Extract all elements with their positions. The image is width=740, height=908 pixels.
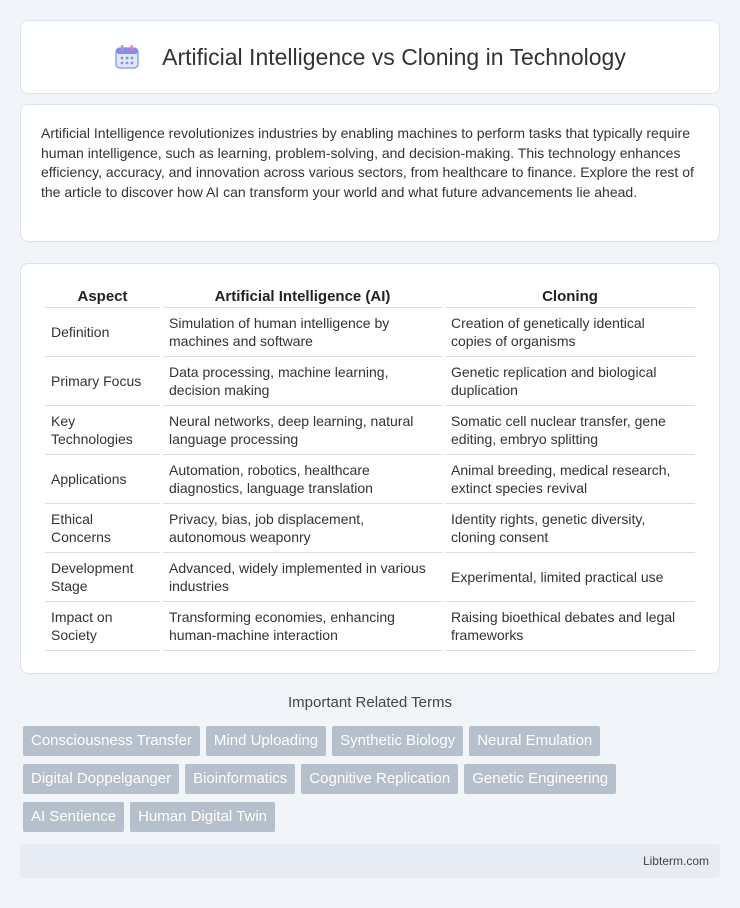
header-card	[20, 20, 720, 94]
cell-ai: Neural networks, deep learning, natural language processing	[163, 406, 442, 455]
cell-ai: Simulation of human intelligence by machines and software	[163, 308, 442, 357]
cell-cloning: Somatic cell nuclear transfer, gene editing, embryo splitting	[445, 406, 695, 455]
cell-aspect: Primary Focus	[45, 357, 160, 406]
calendar-icon	[114, 44, 140, 70]
related-terms-title: Important Related Terms	[288, 694, 452, 711]
cell-ai: Automation, robotics, healthcare diagnostics, language translation	[163, 455, 442, 504]
table-row	[45, 455, 695, 504]
cell-aspect: Key Technologies	[45, 406, 160, 455]
footer-site-link[interactable]: Libterm.com	[642, 854, 709, 868]
related-term-tag[interactable]: Bioinformatics	[185, 764, 295, 794]
cell-aspect: Impact on Society	[45, 602, 160, 651]
related-term-tag[interactable]: Digital Doppelganger	[23, 764, 179, 794]
intro-paragraph: Artificial Intelligence revolutionizes industries by enabling machines to perform tasks that typically require human intelligence, such as learning, problem-solving, and decision-making. This technology enhances efficiency, accuracy, and innovation across various sectors, from healthcare to finance. Explore the rest of the article to discover how AI can transform your world and what future advancements lie ahead.	[41, 125, 694, 200]
column-header-aspect: Aspect	[45, 284, 160, 308]
related-term-tag[interactable]: Neural Emulation	[469, 726, 600, 756]
cell-cloning: Experimental, limited practical use	[445, 553, 695, 602]
intro-card	[20, 104, 720, 242]
related-term-tag[interactable]: Mind Uploading	[206, 726, 326, 756]
related-terms-list	[23, 726, 713, 832]
table-row	[45, 602, 695, 651]
cell-ai: Advanced, widely implemented in various industries	[163, 553, 442, 602]
cell-ai: Data processing, machine learning, decision making	[163, 357, 442, 406]
cell-cloning: Creation of genetically identical copies of organisms	[445, 308, 695, 357]
cell-aspect: Definition	[45, 308, 160, 357]
related-term-tag[interactable]: Cognitive Replication	[301, 764, 458, 794]
cell-aspect: Ethical Concerns	[45, 504, 160, 553]
column-header-cloning: Cloning	[445, 284, 695, 308]
table-row	[45, 504, 695, 553]
table-row	[45, 406, 695, 455]
cell-cloning: Identity rights, genetic diversity, cloning consent	[445, 504, 695, 553]
cell-aspect: Applications	[45, 455, 160, 504]
related-term-tag[interactable]: AI Sentience	[23, 802, 124, 832]
related-term-tag[interactable]: Consciousness Transfer	[23, 726, 200, 756]
cell-ai: Transforming economies, enhancing human-machine interaction	[163, 602, 442, 651]
page-title: Artificial Intelligence vs Cloning in Technology	[162, 43, 626, 70]
table-row	[45, 308, 695, 357]
cell-cloning: Raising bioethical debates and legal frameworks	[445, 602, 695, 651]
cell-ai: Privacy, bias, job displacement, autonomous weaponry	[163, 504, 442, 553]
cell-cloning: Genetic replication and biological duplication	[445, 357, 695, 406]
related-term-tag[interactable]: Synthetic Biology	[332, 726, 463, 756]
table-header-row	[45, 284, 695, 308]
cell-aspect: Development Stage	[45, 553, 160, 602]
related-term-tag[interactable]: Human Digital Twin	[130, 802, 275, 832]
table-row	[45, 357, 695, 406]
column-header-ai: Artificial Intelligence (AI)	[163, 284, 442, 308]
comparison-table	[42, 284, 698, 651]
related-term-tag[interactable]: Genetic Engineering	[464, 764, 616, 794]
footer	[20, 844, 720, 878]
cell-cloning: Animal breeding, medical research, extinct species revival	[445, 455, 695, 504]
table-row	[45, 553, 695, 602]
comparison-table-card	[20, 263, 720, 674]
